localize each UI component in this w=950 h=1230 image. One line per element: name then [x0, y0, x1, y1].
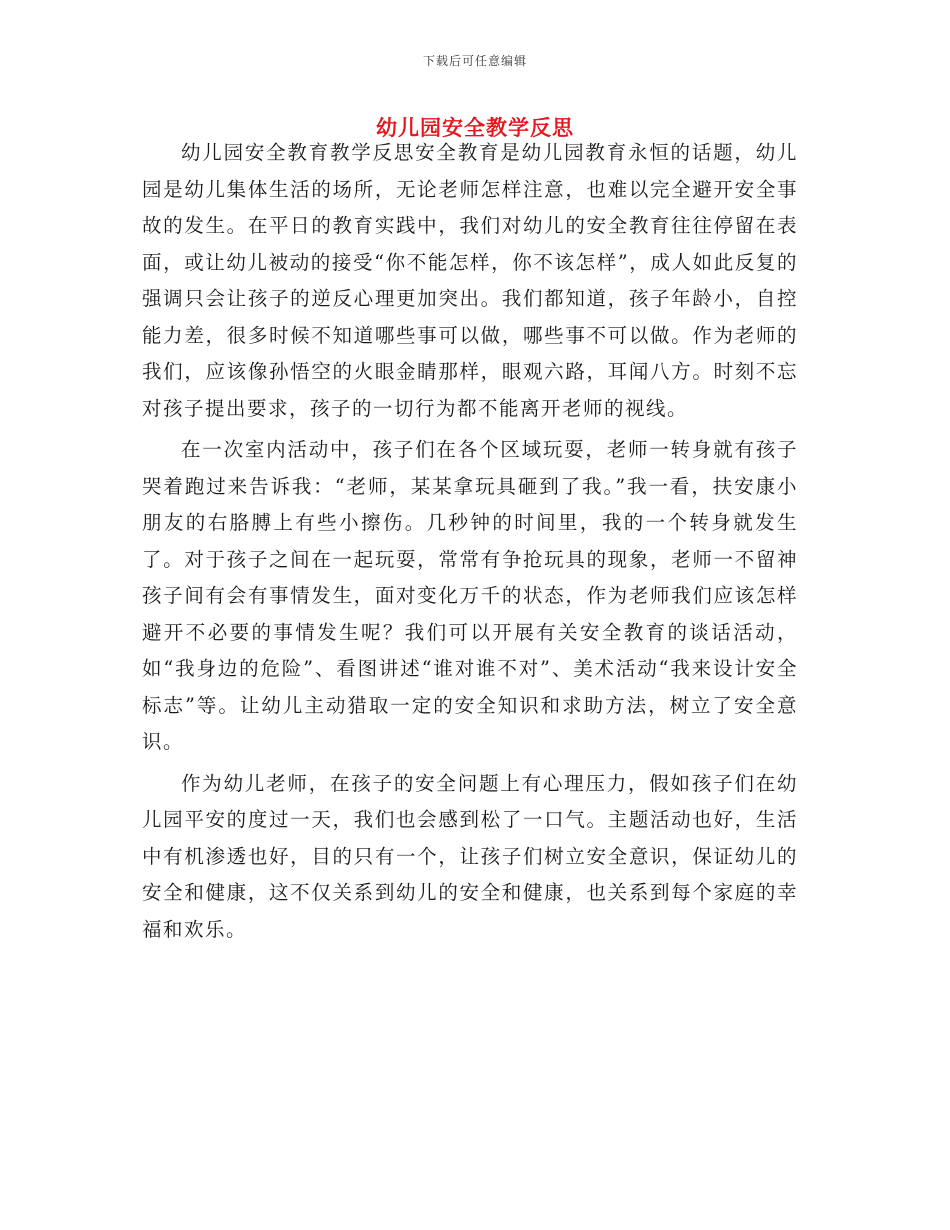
page-header-note: 下载后可任意编辑: [422, 54, 527, 68]
paragraph-3: 作为幼儿老师，在孩子的安全问题上有心理压力，假如孩子们在幼儿园平安的度过一天，我们也会感到松了一口气。主题活动也好，生活中有机渗透也好，目的只有一个，让孩子们树立安全意识，保证幼儿的安全和健康，这不仅关系到幼儿的安全和健康，也关系到每个家庭的幸福和欢乐。: [142, 771, 798, 941]
document-title: 幼儿园安全教学反思: [376, 115, 574, 140]
paragraph-2: 在一次室内活动中，孩子们在各个区域玩耍，老师一转身就有孩子哭着跑过来告诉我：“老师，某某拿玩具砸到了我。”我一看，扶安康小朋友的右胳膊上有些小擦伤。几秒钟的时间里，我的一个转身就发生了。对于孩子之间在一起玩耍，常常有争抢玩具的现象，老师一不留神孩子间有会有事情发生，面对变化万千的状态，作为老师我们应该怎样避开不必要的事情发生呢？我们可以开展有关安全教育的谈话活动，如“我身边的危险”、看图讲述“谁对谁不对”、美术活动“我来设计安全标志”等。让幼儿主动猎取一定的安全知识和求助方法，树立了安全意识。: [142, 438, 798, 753]
paragraph-1: 幼儿园安全教育教学反思安全教育是幼儿园教育永恒的话题，幼儿园是幼儿集体生活的场所，无论老师怎样注意，也难以完全避开安全事故的发生。在平日的教育实践中，我们对幼儿的安全教育往往停留在表面，或让幼儿被动的接受“你不能怎样，你不该怎样”，成人如此反复的强调只会让孩子的逆反心理更加突出。我们都知道，孩子年龄小，自控能力差，很多时候不知道哪些事可以做，哪些事不可以做。作为老师的我们，应该像孙悟空的火眼金睛那样，眼观六路，耳闻八方。时刻不忘对孩子提出要求，孩子的一切行为都不能离开老师的视线。: [142, 141, 798, 420]
document-body: [142, 135, 798, 948]
